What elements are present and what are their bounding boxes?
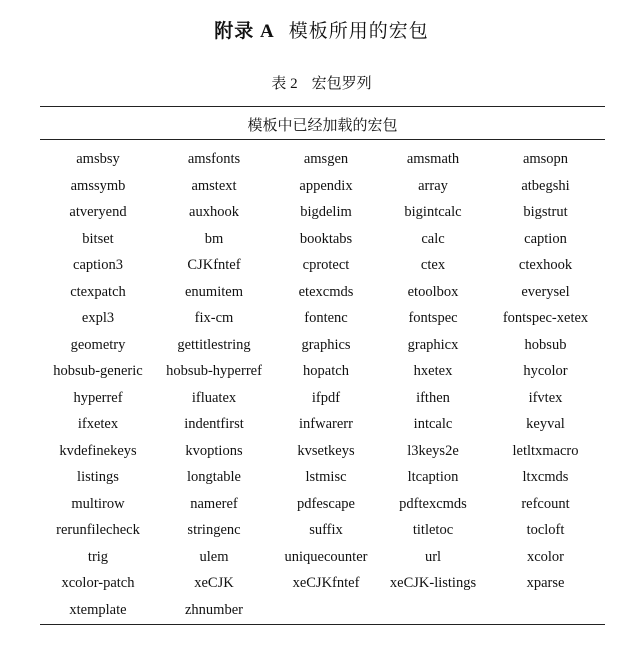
package-cell: uniquecounter: [284, 548, 368, 565]
package-cell: bigdelim: [300, 204, 352, 220]
package-cell: ifluatex: [191, 389, 237, 406]
package-cell: hyperref: [73, 389, 123, 406]
table-top-rule: [40, 106, 605, 107]
package-cell: etexcmds: [298, 283, 354, 300]
package-cell: url: [424, 548, 442, 565]
package-cell: l3keys2e: [407, 442, 459, 459]
package-cell: kvoptions: [185, 442, 243, 459]
package-cell: graphics: [301, 336, 351, 353]
package-cell: indentfirst: [184, 416, 244, 432]
package-cell: bigintcalc: [404, 204, 462, 220]
package-cell: ifvtex: [528, 389, 563, 406]
package-cell: nameref: [190, 495, 238, 512]
package-cell: caption: [524, 230, 567, 247]
package-cell: kvdefinekeys: [59, 442, 137, 459]
package-cell: ifxetex: [77, 416, 119, 432]
package-cell: atbegshi: [521, 177, 570, 194]
package-cell: bigstrut: [523, 204, 568, 220]
package-cell: everysel: [521, 283, 570, 300]
package-cell: atveryend: [69, 204, 127, 220]
package-cell: refcount: [521, 495, 570, 512]
package-cell: xparse: [526, 575, 565, 591]
package-cell: fontspec-xetex: [502, 310, 589, 326]
package-cell: xcolor-patch: [61, 575, 135, 591]
package-cell: xeCJK-listings: [389, 575, 477, 591]
package-cell: listings: [77, 469, 119, 485]
table-caption-text: 宏包罗列: [311, 76, 372, 92]
package-cell: ifthen: [416, 389, 450, 406]
package-cell: CJKfntef: [187, 257, 241, 273]
package-cell: lstmisc: [305, 469, 347, 485]
package-cell: auxhook: [189, 204, 239, 220]
package-cell: bm: [204, 230, 224, 247]
package-cell: hxetex: [413, 363, 453, 379]
package-cell: stringenc: [187, 522, 241, 538]
package-cell: zhnumber: [185, 601, 243, 618]
package-cell: amsopn: [522, 151, 569, 167]
package-cell: expl3: [81, 310, 115, 326]
package-cell: graphicx: [407, 336, 459, 353]
package-cell: ltcaption: [407, 469, 459, 485]
table-mid-rule: [40, 139, 605, 140]
package-cell: hycolor: [523, 363, 568, 379]
package-cell: ctex: [420, 257, 446, 273]
appendix-title: [0, 16, 643, 43]
package-cell: pdfescape: [297, 495, 355, 512]
package-cell: titletoc: [412, 522, 454, 538]
package-cell: cprotect: [302, 257, 350, 273]
appendix-label: 附录 A: [214, 21, 275, 42]
package-cell: fontspec: [408, 310, 458, 326]
package-cell: trig: [87, 548, 109, 565]
package-cell: ulem: [199, 548, 229, 565]
table-bottom-rule: [40, 624, 605, 625]
package-cell: hobsub-generic: [53, 363, 143, 379]
package-cell: pdftexcmds: [399, 495, 467, 512]
package-cell: ctexpatch: [70, 283, 126, 300]
package-cell: multirow: [71, 495, 125, 512]
package-cell: etoolbox: [407, 283, 459, 300]
package-cell: calc: [421, 230, 445, 247]
package-cell: array: [418, 177, 448, 194]
package-cell: fix-cm: [194, 310, 234, 326]
package-cell: kvsetkeys: [297, 442, 355, 459]
package-cell: booktabs: [299, 230, 353, 247]
package-cell: bitset: [82, 230, 114, 247]
table-header: 模板中已经加载的宏包: [247, 118, 398, 134]
package-cell: caption3: [73, 257, 123, 273]
package-cell: appendix: [299, 177, 353, 194]
package-cell: hobsub: [524, 336, 567, 353]
package-cell: amstext: [191, 177, 237, 194]
package-cell: ctexhook: [518, 257, 573, 273]
package-cell: ifpdf: [311, 389, 341, 406]
package-cell: xeCJK: [194, 575, 234, 591]
package-cell: amsfonts: [187, 151, 241, 167]
appendix-title-text: 模板所用的宏包: [288, 21, 429, 42]
package-cell: longtable: [187, 469, 241, 485]
package-cell: xeCJKfntef: [292, 575, 360, 591]
package-cell: rerunfilecheck: [56, 522, 140, 538]
package-cell: amsmath: [406, 151, 460, 167]
package-cell: ltxcmds: [522, 469, 569, 485]
package-cell: fontenc: [304, 310, 348, 326]
package-cell: amsbsy: [76, 151, 120, 167]
package-cell: enumitem: [185, 283, 243, 300]
package-grid: [40, 146, 605, 623]
package-cell: keyval: [526, 416, 565, 432]
package-cell: infwarerr: [299, 416, 353, 432]
package-cell: hopatch: [303, 363, 349, 379]
package-cell: xcolor: [526, 548, 565, 565]
table-caption-number: 表 2: [271, 76, 298, 92]
package-cell: letltxmacro: [512, 442, 579, 459]
package-cell: intcalc: [413, 416, 453, 432]
package-cell: amssymb: [70, 177, 126, 194]
package-cell: xtemplate: [69, 601, 127, 618]
table-caption: [0, 72, 643, 93]
package-cell: gettitlestring: [177, 336, 251, 353]
package-cell: tocloft: [526, 522, 565, 538]
package-cell: suffix: [309, 522, 343, 538]
package-cell: geometry: [70, 336, 126, 353]
package-cell: hobsub-hyperref: [166, 363, 262, 379]
package-cell: amsgen: [303, 151, 349, 167]
